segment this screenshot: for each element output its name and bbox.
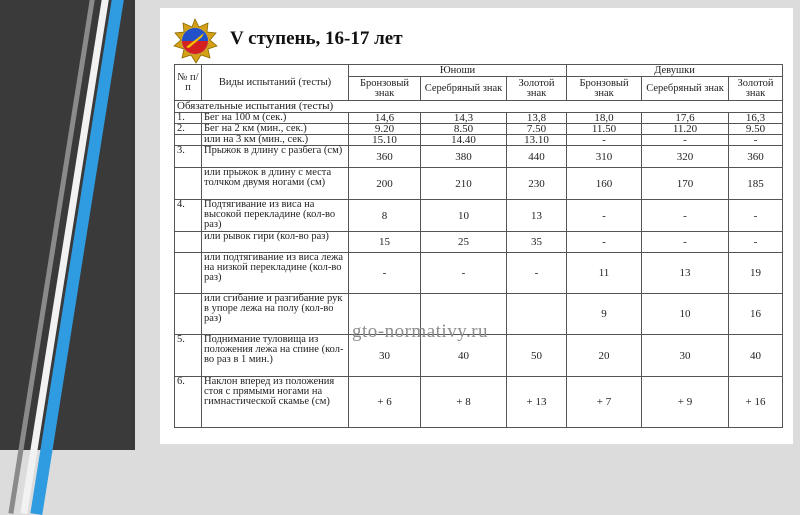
norm-value: 30 xyxy=(349,335,421,377)
norm-value: - xyxy=(729,200,783,232)
test-name: или на 3 км (мин., сек.) xyxy=(202,135,349,146)
norm-value: 230 xyxy=(507,168,567,200)
table-row xyxy=(175,124,783,135)
norm-value: 10 xyxy=(421,200,507,232)
col-header-num: № п/п xyxy=(175,65,202,101)
row-number: 6. xyxy=(175,377,202,428)
norm-value: 9.50 xyxy=(729,124,783,135)
norm-value: 200 xyxy=(349,168,421,200)
norm-value: 320 xyxy=(642,146,729,168)
norm-value: - xyxy=(729,232,783,253)
norm-value: 11 xyxy=(567,253,642,294)
col-header-boys: Юноши xyxy=(349,65,567,77)
col-header-girls: Девушки xyxy=(567,65,783,77)
norms-table xyxy=(174,64,783,428)
norm-value: - xyxy=(421,253,507,294)
norm-value: 360 xyxy=(729,146,783,168)
norm-value: 380 xyxy=(421,146,507,168)
col-header-girls-silver: Серебряный знак xyxy=(642,77,729,101)
test-name: Бег на 2 км (мин., сек.) xyxy=(202,124,349,135)
test-name: Поднимание туловища из положения лежа на спине (кол-во раз в 1 мин.) xyxy=(202,335,349,377)
test-name: Наклон вперед из положения стоя с прямыми ногами на гимнастической скамье (см) xyxy=(202,377,349,428)
col-header-boys-silver: Серебряный знак xyxy=(421,77,507,101)
table-row xyxy=(175,232,783,253)
col-header-boys-bronze: Бронзовый знак xyxy=(349,77,421,101)
norm-value: 16,3 xyxy=(729,113,783,124)
norm-value: 8 xyxy=(349,200,421,232)
norm-value: - xyxy=(642,135,729,146)
norm-value: - xyxy=(349,253,421,294)
test-name: Подтягивание из виса на высокой перекладине (кол-во раз) xyxy=(202,200,349,232)
norm-value: 13 xyxy=(507,200,567,232)
norm-value: + 16 xyxy=(729,377,783,428)
row-number: 2. xyxy=(175,124,202,135)
norm-value: 16 xyxy=(729,294,783,335)
row-number xyxy=(175,135,202,146)
col-header-girls-gold: Золотой знак xyxy=(729,77,783,101)
norm-value: + 7 xyxy=(567,377,642,428)
norm-value: 440 xyxy=(507,146,567,168)
row-number: 4. xyxy=(175,200,202,232)
norm-value xyxy=(507,294,567,335)
table-row xyxy=(175,168,783,200)
test-name: или прыжок в длину с места толчком двумя ногами (см) xyxy=(202,168,349,200)
norm-value: 13,8 xyxy=(507,113,567,124)
norm-value: 18,0 xyxy=(567,113,642,124)
norm-value: 17,6 xyxy=(642,113,729,124)
col-header-girls-bronze: Бронзовый знак xyxy=(567,77,642,101)
table-row xyxy=(175,253,783,294)
norm-value: 9.20 xyxy=(349,124,421,135)
norm-value: 40 xyxy=(729,335,783,377)
norm-value: 8.50 xyxy=(421,124,507,135)
norm-value: 30 xyxy=(642,335,729,377)
norm-value: 210 xyxy=(421,168,507,200)
norm-value: 185 xyxy=(729,168,783,200)
table-row xyxy=(175,377,783,428)
norm-value: 10 xyxy=(642,294,729,335)
row-number: 3. xyxy=(175,146,202,168)
test-name: или рывок гири (кол-во раз) xyxy=(202,232,349,253)
norm-value: + 13 xyxy=(507,377,567,428)
slide-content xyxy=(160,8,793,444)
table-row xyxy=(175,113,783,124)
norm-value: 13.10 xyxy=(507,135,567,146)
norm-value: 50 xyxy=(507,335,567,377)
norm-value: - xyxy=(507,253,567,294)
page-title: V ступень, 16-17 лет xyxy=(230,28,403,49)
watermark: gto-normativy.ru xyxy=(352,321,489,342)
norm-value: 15.10 xyxy=(349,135,421,146)
norm-value: 13 xyxy=(642,253,729,294)
section-row: Обязательные испытания (тесты) xyxy=(175,101,783,113)
norm-value: 360 xyxy=(349,146,421,168)
row-number: 1. xyxy=(175,113,202,124)
norm-value: 7.50 xyxy=(507,124,567,135)
norm-value: 15 xyxy=(349,232,421,253)
norm-value: 14,3 xyxy=(421,113,507,124)
table-row xyxy=(175,135,783,146)
col-header-tests: Виды испытаний (тесты) xyxy=(202,65,349,101)
norm-value: 19 xyxy=(729,253,783,294)
norm-value: 11.20 xyxy=(642,124,729,135)
norm-value: - xyxy=(642,232,729,253)
norm-value: - xyxy=(729,135,783,146)
row-number xyxy=(175,294,202,335)
norm-value: 160 xyxy=(567,168,642,200)
norm-value: - xyxy=(567,135,642,146)
test-name: Бег на 100 м (сек.) xyxy=(202,113,349,124)
norm-value: 14.40 xyxy=(421,135,507,146)
norm-value: 14,6 xyxy=(349,113,421,124)
norm-value: - xyxy=(567,200,642,232)
table-row xyxy=(175,200,783,232)
test-name: Прыжок в длину с разбега (см) xyxy=(202,146,349,168)
norm-value: + 9 xyxy=(642,377,729,428)
norm-value: 25 xyxy=(421,232,507,253)
norm-value: + 6 xyxy=(349,377,421,428)
norm-value: 170 xyxy=(642,168,729,200)
norm-value: 20 xyxy=(567,335,642,377)
norm-value: 9 xyxy=(567,294,642,335)
gto-emblem-icon xyxy=(172,18,218,64)
norm-value: 310 xyxy=(567,146,642,168)
norm-value: + 8 xyxy=(421,377,507,428)
table-row xyxy=(175,146,783,168)
norm-value: 11.50 xyxy=(567,124,642,135)
test-name: или сгибание и разгибание рук в упоре лежа на полу (кол-во раз) xyxy=(202,294,349,335)
row-number xyxy=(175,232,202,253)
row-number: 5. xyxy=(175,335,202,377)
header xyxy=(172,16,772,56)
test-name: или подтягивание из виса лежа на низкой перекладине (кол-во раз) xyxy=(202,253,349,294)
row-number xyxy=(175,168,202,200)
norm-value: - xyxy=(567,232,642,253)
norm-value: 40 xyxy=(421,335,507,377)
col-header-boys-gold: Золотой знак xyxy=(507,77,567,101)
norm-value: 35 xyxy=(507,232,567,253)
row-number xyxy=(175,253,202,294)
norm-value: - xyxy=(642,200,729,232)
